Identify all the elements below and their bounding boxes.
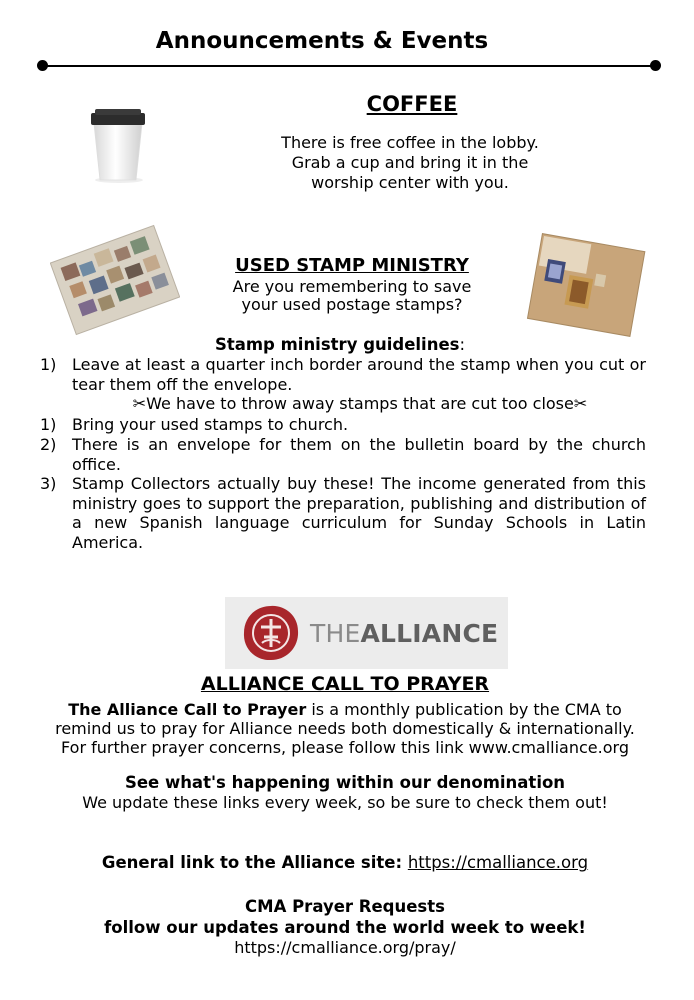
cma-title-line: follow our updates around the world week to week! (104, 918, 586, 937)
guideline-number: 1) (40, 355, 57, 374)
prayer-line (30, 700, 660, 719)
guideline-text: Bring your used stamps to church. (72, 415, 349, 434)
alliance-wordmark (310, 619, 498, 648)
prayer-text (30, 700, 660, 757)
guideline-item (40, 435, 646, 474)
scissors-icon: ✂ (132, 394, 147, 413)
scissor-note (70, 394, 650, 413)
coffee-line: worship center with you. (311, 173, 509, 192)
cma-title-line: CMA Prayer Requests (245, 897, 445, 916)
alliance-site-link[interactable]: https://cmalliance.org (407, 853, 589, 872)
guideline-text: Stamp Collectors actually buy these! The income generated from this ministry goes to support the preparation, publishing and distribution of a new Spanish language curriculum for Sunday Schools in Latin America. (72, 474, 646, 552)
general-link-label: General link to the Alliance site: (101, 853, 408, 872)
guideline-number: 1) (40, 415, 57, 434)
alliance-seal-icon (240, 603, 302, 663)
general-link-line (40, 853, 650, 872)
wordmark-the: THE (310, 619, 361, 648)
wordmark-alliance: ALLIANCE (360, 619, 499, 648)
coffee-line: Grab a cup and bring it in the (291, 153, 529, 172)
prayer-heading: ALLIANCE CALL TO PRAYER (200, 673, 490, 695)
guideline-item (40, 355, 646, 394)
coffee-text (240, 133, 580, 193)
prayer-lead: The Alliance Call to Prayer (68, 700, 307, 719)
guidelines-heading-text: Stamp ministry guidelines (214, 335, 460, 354)
stamp-question-line: Are you remembering to save (232, 277, 472, 296)
cma-prayer-heading (40, 896, 650, 938)
stamp-question (192, 278, 512, 314)
coffee-heading: COFFEE (366, 92, 458, 116)
prayer-line: remind us to pray for Alliance needs both domestically & internationally. (55, 719, 635, 738)
coffee-cup-image (86, 104, 150, 184)
guideline-number: 3) (40, 474, 57, 493)
guidelines-colon: : (459, 335, 466, 354)
prayer-lead-rest: is a monthly publication by the CMA to (306, 700, 622, 719)
guideline-text: There is an envelope for them on the bulletin board by the church office. (72, 435, 646, 474)
guideline-item (40, 415, 646, 435)
header-divider (42, 65, 655, 67)
guideline-text: Leave at least a quarter inch border around the stamp when you cut or tear them off the envelope. (72, 355, 646, 394)
coffee-line: There is free coffee in the lobby. (281, 133, 539, 152)
stamp-pile-photo (50, 224, 180, 336)
scissors-icon: ✂ (573, 394, 588, 413)
cma-prayer-link[interactable]: https://cmalliance.org/pray/ (234, 938, 456, 957)
page-title: Announcements & Events (155, 28, 489, 54)
envelope-stamps-photo (522, 232, 650, 340)
stamp-ministry-heading: USED STAMP MINISTRY (235, 255, 469, 276)
prayer-line: For further prayer concerns, please follow this link www.cmalliance.org (61, 738, 629, 757)
happening-text: We update these links every week, so be sure to check them out! (82, 793, 608, 812)
guideline-number: 2) (40, 435, 57, 454)
stamp-question-line: your used postage stamps? (241, 295, 463, 314)
rule-right-dot (650, 60, 661, 71)
happening-heading: See what's happening within our denomination (124, 773, 566, 792)
scissor-note-text: We have to throw away stamps that are cut too close (146, 394, 574, 413)
guidelines-heading (170, 335, 510, 354)
guideline-item (40, 474, 646, 552)
